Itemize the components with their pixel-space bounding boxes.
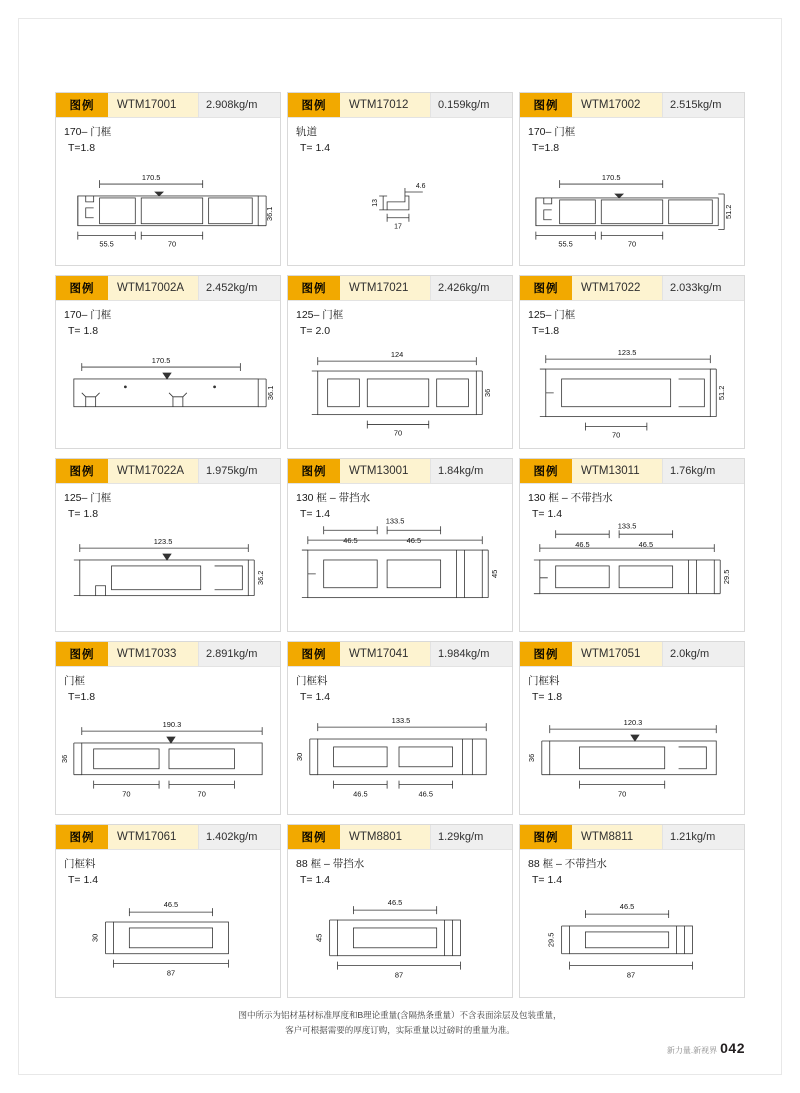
page-number: 042 bbox=[720, 1040, 745, 1056]
grid-row bbox=[55, 824, 745, 998]
profile-thickness: T= 1.4 bbox=[68, 874, 99, 886]
card-header bbox=[520, 459, 744, 484]
dimension-text: 170.5 bbox=[151, 356, 171, 366]
legend-badge: 图例 bbox=[520, 276, 572, 300]
profile-code: WTM17001 bbox=[108, 93, 198, 117]
dimension-text: 45 bbox=[490, 569, 500, 578]
dimension-text: 13 bbox=[372, 199, 380, 207]
profile-weight: 2.033kg/m bbox=[662, 276, 744, 300]
profile-card[interactable] bbox=[519, 275, 745, 449]
profile-drawing bbox=[56, 484, 280, 631]
legend-badge: 图例 bbox=[288, 642, 340, 666]
card-header bbox=[288, 825, 512, 850]
card-body bbox=[288, 484, 512, 631]
dimension-text: 46.5 bbox=[163, 900, 179, 910]
dimension-text: 45 bbox=[314, 933, 324, 943]
profile-card[interactable] bbox=[287, 458, 513, 632]
profile-drawing bbox=[520, 667, 744, 814]
profile-code: WTM17033 bbox=[108, 642, 198, 666]
card-body bbox=[56, 301, 280, 448]
profile-name: 130 框 – 带挡水 bbox=[296, 492, 371, 504]
profile-weight: 2.891kg/m bbox=[198, 642, 280, 666]
grid-row bbox=[55, 92, 745, 266]
profile-code: WTM17012 bbox=[340, 93, 430, 117]
dimension-text: 36 bbox=[59, 754, 69, 763]
profile-thickness: T= 1.8 bbox=[532, 691, 563, 703]
profile-card[interactable] bbox=[287, 92, 513, 266]
dimension-text: 46.5 bbox=[619, 902, 635, 912]
profile-drawing bbox=[56, 850, 280, 997]
dimension-text: 87 bbox=[166, 968, 176, 978]
legend-badge: 图例 bbox=[288, 93, 340, 117]
profile-weight: 0.159kg/m bbox=[430, 93, 512, 117]
profile-code: WTM17022A bbox=[108, 459, 198, 483]
legend-badge: 图例 bbox=[56, 276, 108, 300]
profile-thickness: T= 2.0 bbox=[300, 325, 331, 337]
legend-badge: 图例 bbox=[520, 459, 572, 483]
profile-weight: 1.975kg/m bbox=[198, 459, 280, 483]
dimension-text: 36.1 bbox=[265, 206, 275, 222]
grid-row bbox=[55, 458, 745, 632]
profile-name: 88 框 – 不带挡水 bbox=[528, 858, 607, 870]
profile-name: 门框 bbox=[64, 675, 85, 687]
legend-badge: 图例 bbox=[288, 459, 340, 483]
dimension-text: 70 bbox=[122, 789, 131, 799]
legend-badge: 图例 bbox=[56, 459, 108, 483]
profile-card[interactable] bbox=[55, 275, 281, 449]
dimension-text: 123.5 bbox=[617, 348, 637, 358]
profile-name: 门框料 bbox=[528, 675, 560, 687]
profile-code: WTM17041 bbox=[340, 642, 430, 666]
dimension-text: 70 bbox=[612, 430, 621, 440]
profile-grid bbox=[55, 92, 745, 1007]
profile-thickness: T= 1.8 bbox=[68, 325, 99, 337]
brand-slogan: 新力量.新视界 bbox=[666, 1046, 718, 1055]
card-body bbox=[288, 301, 512, 448]
profile-card[interactable] bbox=[55, 641, 281, 815]
profile-weight: 2.908kg/m bbox=[198, 93, 280, 117]
profile-name: 170– 门框 bbox=[64, 126, 112, 138]
profile-card[interactable] bbox=[55, 824, 281, 998]
card-header bbox=[56, 825, 280, 850]
card-body bbox=[56, 667, 280, 814]
dimension-text: 30 bbox=[294, 752, 304, 761]
profile-weight: 2.0kg/m bbox=[662, 642, 744, 666]
card-body bbox=[56, 484, 280, 631]
profile-card[interactable] bbox=[287, 824, 513, 998]
dimension-text: 36 bbox=[483, 388, 493, 397]
profile-thickness: T= 1.4 bbox=[300, 508, 331, 520]
dimension-text: 133.5 bbox=[391, 716, 411, 726]
legend-badge: 图例 bbox=[520, 825, 572, 849]
legend-badge: 图例 bbox=[520, 642, 572, 666]
card-header bbox=[288, 459, 512, 484]
dimension-text: 46.5 bbox=[406, 536, 422, 546]
card-header bbox=[56, 93, 280, 118]
profile-drawing bbox=[520, 850, 744, 997]
profile-code: WTM17002 bbox=[572, 93, 662, 117]
profile-drawing bbox=[520, 118, 744, 265]
profile-code: WTM17051 bbox=[572, 642, 662, 666]
profile-code: WTM17022 bbox=[572, 276, 662, 300]
card-body bbox=[520, 118, 744, 265]
card-header bbox=[520, 276, 744, 301]
profile-drawing bbox=[288, 118, 512, 265]
profile-code: WTM13001 bbox=[340, 459, 430, 483]
dimension-text: 46.5 bbox=[418, 789, 433, 799]
profile-code: WTM8811 bbox=[572, 825, 662, 849]
legend-badge: 图例 bbox=[56, 825, 108, 849]
profile-thickness: T= 1.4 bbox=[300, 691, 331, 703]
dimension-text: 87 bbox=[626, 970, 636, 980]
profile-weight: 1.984kg/m bbox=[430, 642, 512, 666]
dimension-text: 51.2 bbox=[717, 385, 727, 401]
card-header bbox=[520, 93, 744, 118]
card-header bbox=[520, 642, 744, 667]
profile-thickness: T=1.8 bbox=[68, 142, 96, 154]
dimension-text: 190.3 bbox=[162, 720, 182, 730]
profile-drawing bbox=[288, 301, 512, 448]
profile-weight: 2.426kg/m bbox=[430, 276, 512, 300]
legend-badge: 图例 bbox=[56, 642, 108, 666]
profile-card[interactable] bbox=[519, 458, 745, 632]
profile-name: 125– 门框 bbox=[296, 309, 344, 321]
footnote-line-1: 图中所示为铝材基材标准厚度和B理论重量(含隔热条重量）不含表面涂层及包装重量， bbox=[238, 1010, 562, 1020]
card-header bbox=[520, 825, 744, 850]
card-body bbox=[56, 850, 280, 997]
profile-drawing bbox=[288, 850, 512, 997]
footnote-line-2: 客户可根据需要的厚度订购，实际重量以过磅时的重量为准。 bbox=[285, 1025, 515, 1035]
profile-drawing bbox=[520, 484, 744, 631]
profile-weight: 2.515kg/m bbox=[662, 93, 744, 117]
profile-card[interactable] bbox=[519, 92, 745, 266]
profile-drawing bbox=[520, 301, 744, 448]
profile-weight: 1.84kg/m bbox=[430, 459, 512, 483]
dimension-text: 70 bbox=[197, 789, 206, 799]
dimension-text: 46.5 bbox=[353, 789, 368, 799]
card-header bbox=[288, 276, 512, 301]
profile-card[interactable] bbox=[55, 458, 281, 632]
profile-thickness: T=1.8 bbox=[68, 691, 96, 703]
profile-name: 170– 门框 bbox=[64, 309, 112, 321]
card-header bbox=[56, 642, 280, 667]
profile-name: 88 框 – 带挡水 bbox=[296, 858, 365, 870]
dimension-text: 46.5 bbox=[387, 898, 403, 908]
profile-weight: 1.21kg/m bbox=[662, 825, 744, 849]
dimension-text: 36.1 bbox=[266, 385, 276, 401]
profile-card[interactable] bbox=[55, 92, 281, 266]
profile-code: WTM17021 bbox=[340, 276, 430, 300]
page-footnote bbox=[0, 1008, 800, 1038]
profile-card[interactable] bbox=[287, 641, 513, 815]
dimension-text: 133.5 bbox=[385, 516, 405, 526]
dimension-text: 46.5 bbox=[638, 540, 654, 550]
dimension-text: 46.5 bbox=[575, 540, 590, 550]
dimension-text: 170.5 bbox=[601, 173, 621, 183]
card-header bbox=[56, 276, 280, 301]
page-number-block bbox=[667, 1040, 745, 1056]
profile-thickness: T= 1.4 bbox=[532, 874, 563, 886]
profile-card[interactable] bbox=[287, 275, 513, 449]
profile-thickness: T=1.8 bbox=[532, 325, 560, 337]
dimension-text: 170.5 bbox=[141, 173, 161, 183]
profile-code: WTM17002A bbox=[108, 276, 198, 300]
dimension-text: 133.5 bbox=[617, 521, 637, 531]
legend-badge: 图例 bbox=[56, 93, 108, 117]
dimension-text: 4.6 bbox=[415, 183, 426, 191]
dimension-text: 46.5 bbox=[343, 536, 358, 546]
profile-code: WTM13011 bbox=[572, 459, 662, 483]
dimension-text: 17 bbox=[394, 223, 402, 231]
card-header bbox=[56, 459, 280, 484]
dimension-text: 70 bbox=[617, 789, 627, 799]
legend-badge: 图例 bbox=[520, 93, 572, 117]
profile-name: 125– 门框 bbox=[528, 309, 576, 321]
card-body bbox=[56, 118, 280, 265]
profile-code: WTM8801 bbox=[340, 825, 430, 849]
profile-name: 130 框 – 不带挡水 bbox=[528, 492, 613, 504]
dimension-text: 29.5 bbox=[722, 569, 732, 585]
dimension-text: 70 bbox=[627, 239, 637, 249]
grid-row bbox=[55, 641, 745, 815]
dimension-text: 29.5 bbox=[546, 932, 556, 948]
profile-name: 门框料 bbox=[64, 858, 96, 870]
profile-weight: 1.402kg/m bbox=[198, 825, 280, 849]
card-header bbox=[288, 93, 512, 118]
grid-row bbox=[55, 275, 745, 449]
profile-weight: 1.76kg/m bbox=[662, 459, 744, 483]
dimension-text: 70 bbox=[393, 428, 403, 438]
profile-name: 125– 门框 bbox=[64, 492, 112, 504]
dimension-text: 30 bbox=[90, 933, 100, 943]
dimension-text: 36.2 bbox=[256, 570, 266, 586]
dimension-text: 87 bbox=[394, 970, 404, 980]
profile-thickness: T= 1.8 bbox=[68, 508, 99, 520]
profile-name: 门框料 bbox=[296, 675, 328, 687]
card-body bbox=[520, 484, 744, 631]
legend-badge: 图例 bbox=[288, 825, 340, 849]
profile-drawing bbox=[288, 484, 512, 631]
profile-drawing bbox=[56, 667, 280, 814]
card-body bbox=[288, 667, 512, 814]
dimension-text: 55.5 bbox=[558, 239, 573, 249]
dimension-text: 36 bbox=[526, 753, 536, 762]
dimension-text: 120.3 bbox=[623, 718, 643, 728]
dimension-text: 55.5 bbox=[99, 239, 114, 249]
profile-drawing bbox=[56, 118, 280, 265]
profile-weight: 2.452kg/m bbox=[198, 276, 280, 300]
card-body bbox=[288, 118, 512, 265]
profile-weight: 1.29kg/m bbox=[430, 825, 512, 849]
profile-thickness: T= 1.4 bbox=[532, 508, 563, 520]
profile-name: 170– 门框 bbox=[528, 126, 576, 138]
dimension-text: 51.2 bbox=[724, 204, 734, 220]
card-header bbox=[288, 642, 512, 667]
legend-badge: 图例 bbox=[288, 276, 340, 300]
card-body bbox=[520, 667, 744, 814]
dimension-text: 123.5 bbox=[153, 537, 173, 547]
profile-name: 轨道 bbox=[296, 126, 317, 138]
profile-card[interactable] bbox=[519, 824, 745, 998]
profile-card[interactable] bbox=[519, 641, 745, 815]
profile-thickness: T= 1.4 bbox=[300, 874, 331, 886]
dimension-text: 70 bbox=[167, 239, 177, 249]
profile-drawing bbox=[56, 301, 280, 448]
card-body bbox=[520, 301, 744, 448]
dimension-text: 124 bbox=[390, 350, 404, 360]
profile-code: WTM17061 bbox=[108, 825, 198, 849]
card-body bbox=[520, 850, 744, 997]
profile-thickness: T=1.8 bbox=[532, 142, 560, 154]
card-body bbox=[288, 850, 512, 997]
profile-thickness: T= 1.4 bbox=[300, 142, 331, 154]
profile-drawing bbox=[288, 667, 512, 814]
